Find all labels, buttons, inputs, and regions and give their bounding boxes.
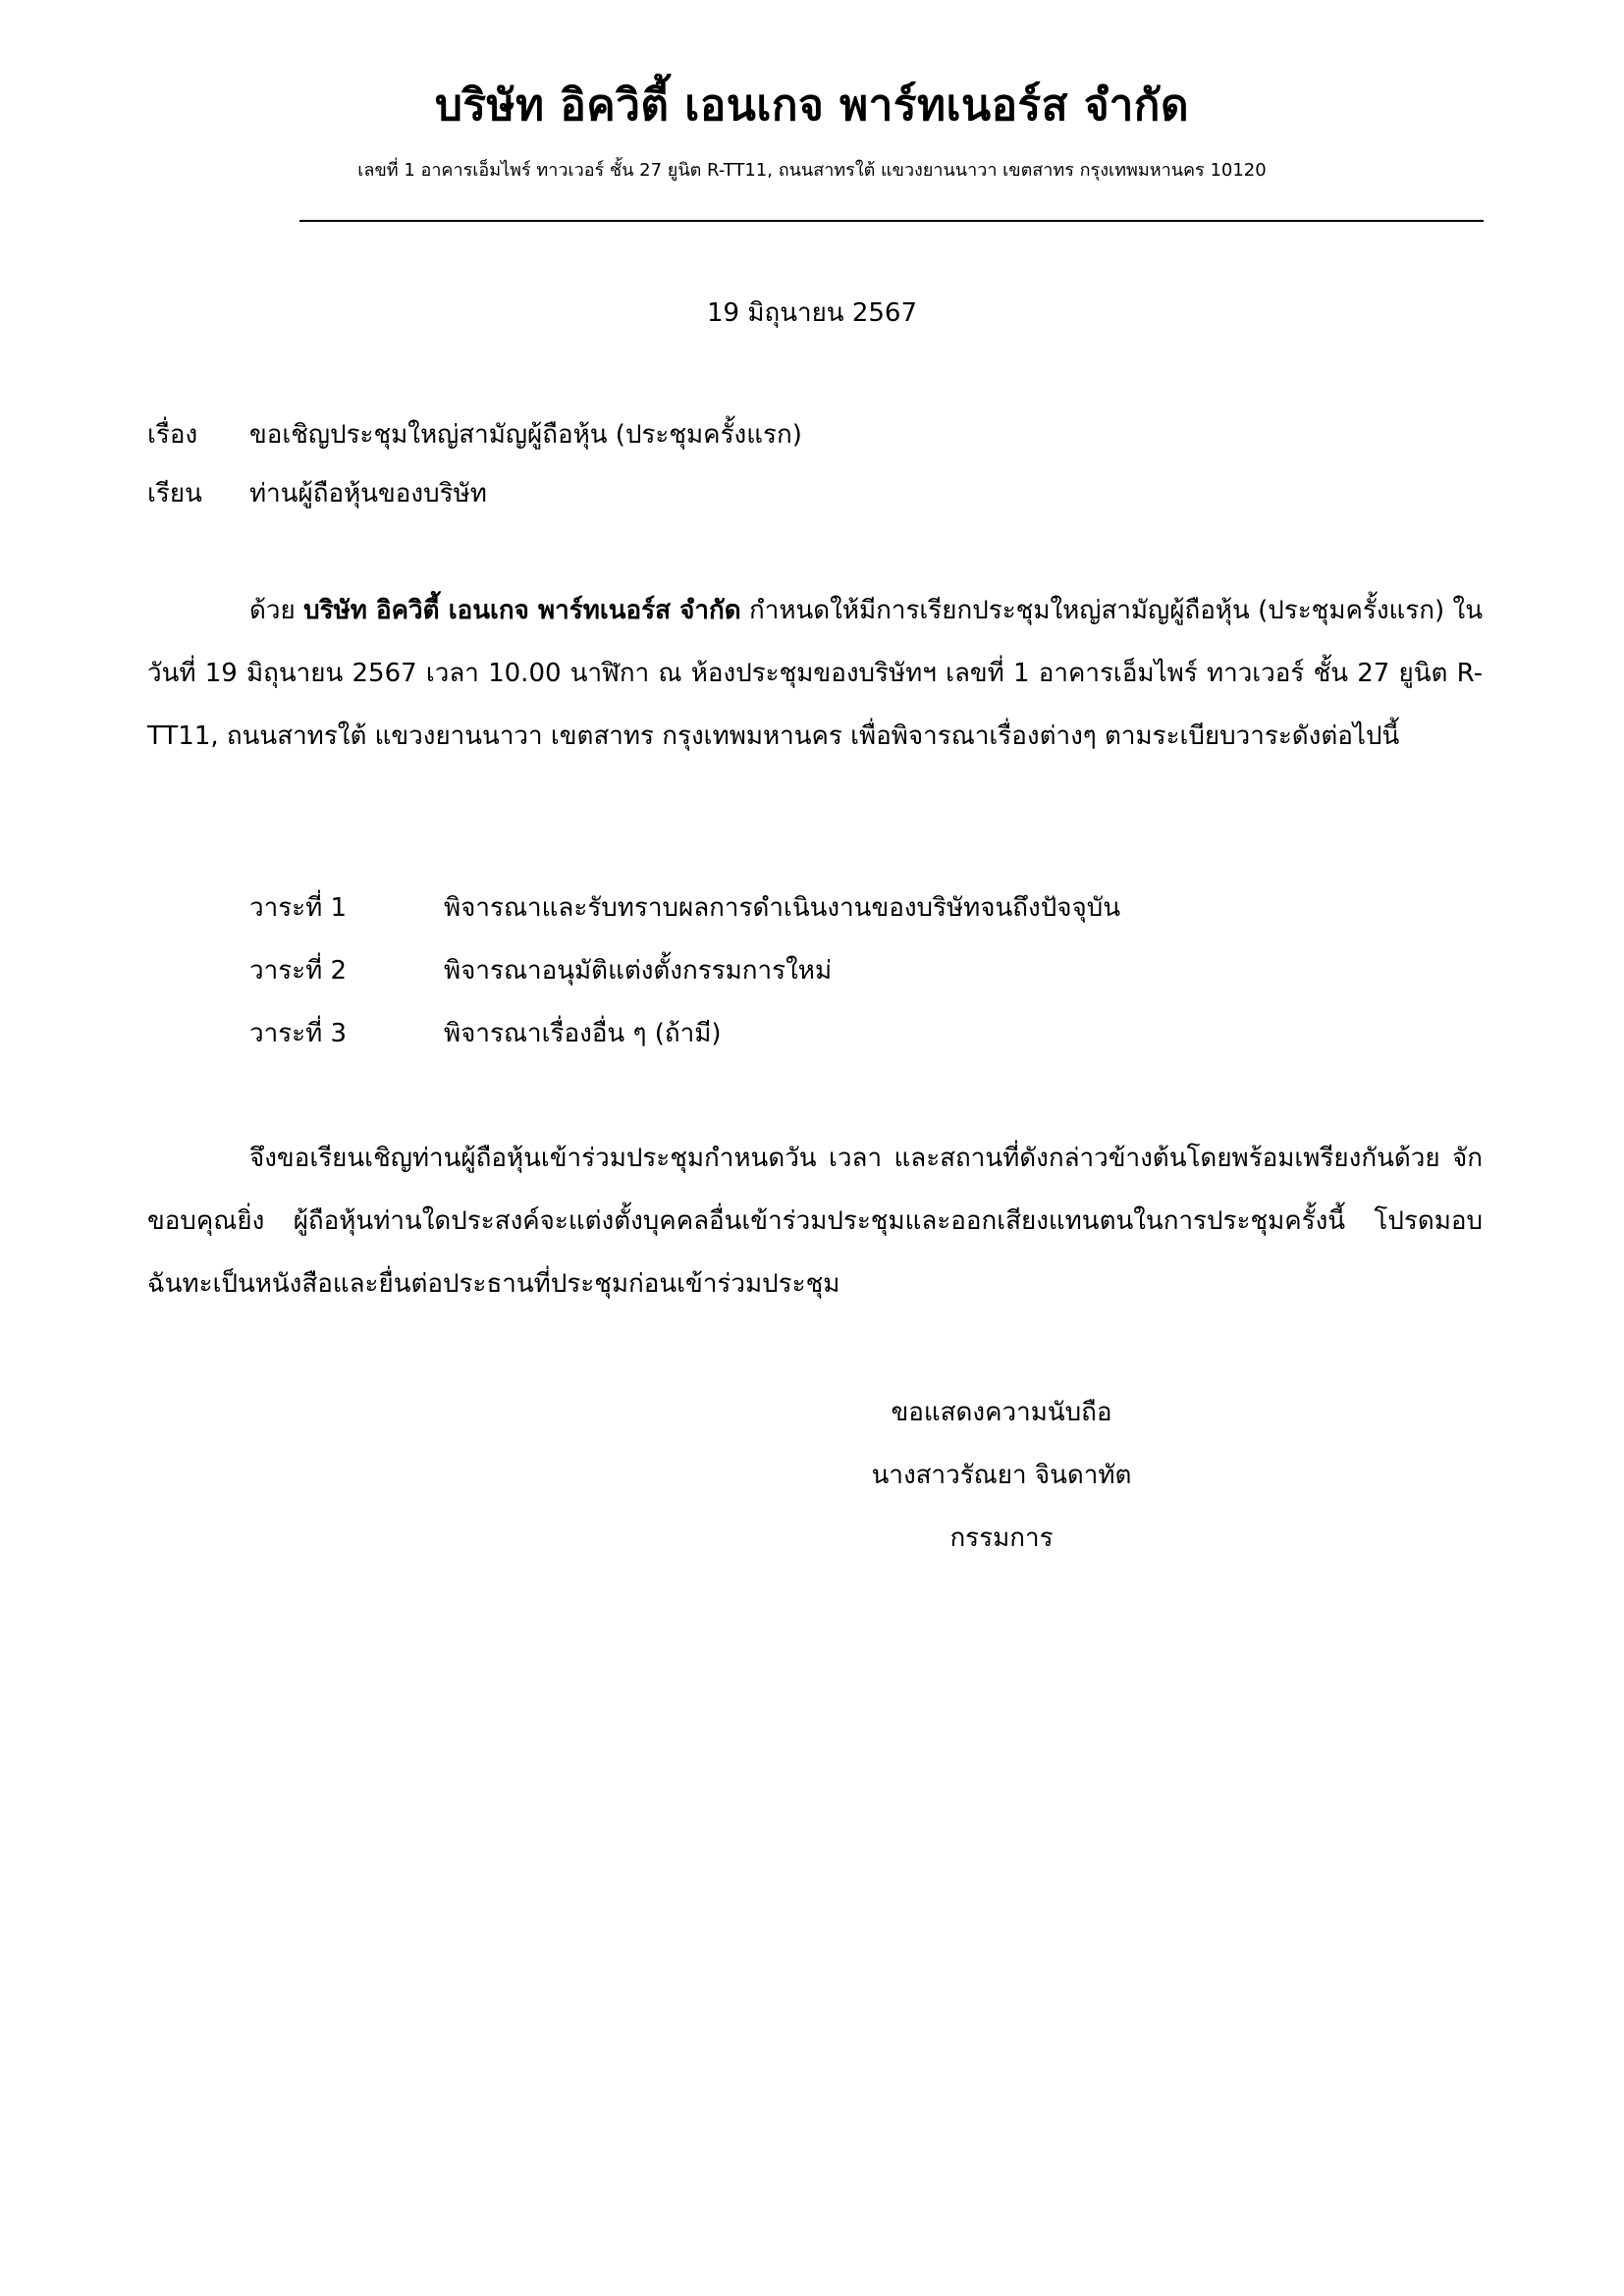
recipient-label: เรียน [147,479,202,508]
intro-company-name: บริษัท อิควิตี้ เอนเกจ พาร์ทเนอร์ส จำกัด [303,596,741,625]
company-address: เลขที่ 1 อาคารเอ็มไพร์ ทาวเวอร์ ชั้น 27 ยูนิต R-TT11, ถนนสาทรใต้ แขวงยานนาวา เขตสาทร กรุงเทพมหานคร 10120 [357,160,1267,181]
agenda-text: พิจารณาและรับทราบผลการดำเนินงานของบริษัทจนถึงปัจจุบัน [444,893,1120,923]
intro-paragraph [147,579,1483,768]
agenda-number: วาระที่ 2 [249,956,348,986]
subject-label: เรื่อง [147,420,198,450]
header-divider [299,220,1484,222]
agenda-number: วาระที่ 1 [249,893,348,923]
subject-text: ขอเชิญประชุมใหญ่สามัญผู้ถือหุ้น (ประชุมครั้งแรก) [249,420,802,450]
closing-paragraph: จึงขอเรียนเชิญท่านผู้ถือหุ้นเข้าร่วมประชุมกำหนดวัน เวลา และสถานที่ดังกล่าวข้างต้นโดยพร้อมเพรียงกันด้วย จักขอบคุณยิ่ง ผู้ถือหุ้นท่านใดประสงค์จะแต่งตั้งบุคคลอื่นเข้าร่วมประชุมและออกเสียงแทนตนในการประชุมครั้งนี้ โปรดมอบฉันทะเป็นหนังสือและยื่นต่อประธานที่ประชุมก่อนเข้าร่วมประชุม [147,1144,1483,1299]
intro-text: กำหนดให้มีการเรียกประชุมใหญ่สามัญผู้ถือหุ้น (ประชุมครั้งแรก) ในวันที่ 19 มิถุนายน 2567 เวลา 10.00 นาฬิกา ณ ห้องประชุมของบริษัทฯ เลขที่ 1 อาคารเอ็มไพร์ ทาวเวอร์ ชั้น 27 ยูนิต R-TT11, ถนนสาทรใต้ แขวงยานนาวา เขตสาทร กรุงเทพมหานคร เพื่อพิจารณาเรื่องต่างๆ ตามระเบียบวาระดังต่อไปนี้ [147,596,1483,751]
agenda-text: พิจารณาอนุมัติแต่งตั้งกรรมการใหม่ [444,956,833,986]
agenda-number: วาระที่ 3 [249,1019,348,1048]
signatory-name: นางสาวรัณยา จินดาทัต [871,1461,1132,1490]
intro-prefix: ด้วย [249,596,304,625]
recipient-text: ท่านผู้ถือหุ้นของบริษัท [249,479,487,508]
signatory-title: กรรมการ [949,1523,1054,1553]
closing-regards: ขอแสดงความนับถือ [891,1398,1112,1427]
agenda-text: พิจารณาเรื่องอื่น ๆ (ถ้ามี) [444,1019,722,1048]
company-name: บริษัท อิควิตี้ เอนเกจ พาร์ทเนอร์ส จำกัด [434,80,1190,131]
letter-date: 19 มิถุนายน 2567 [706,298,918,328]
